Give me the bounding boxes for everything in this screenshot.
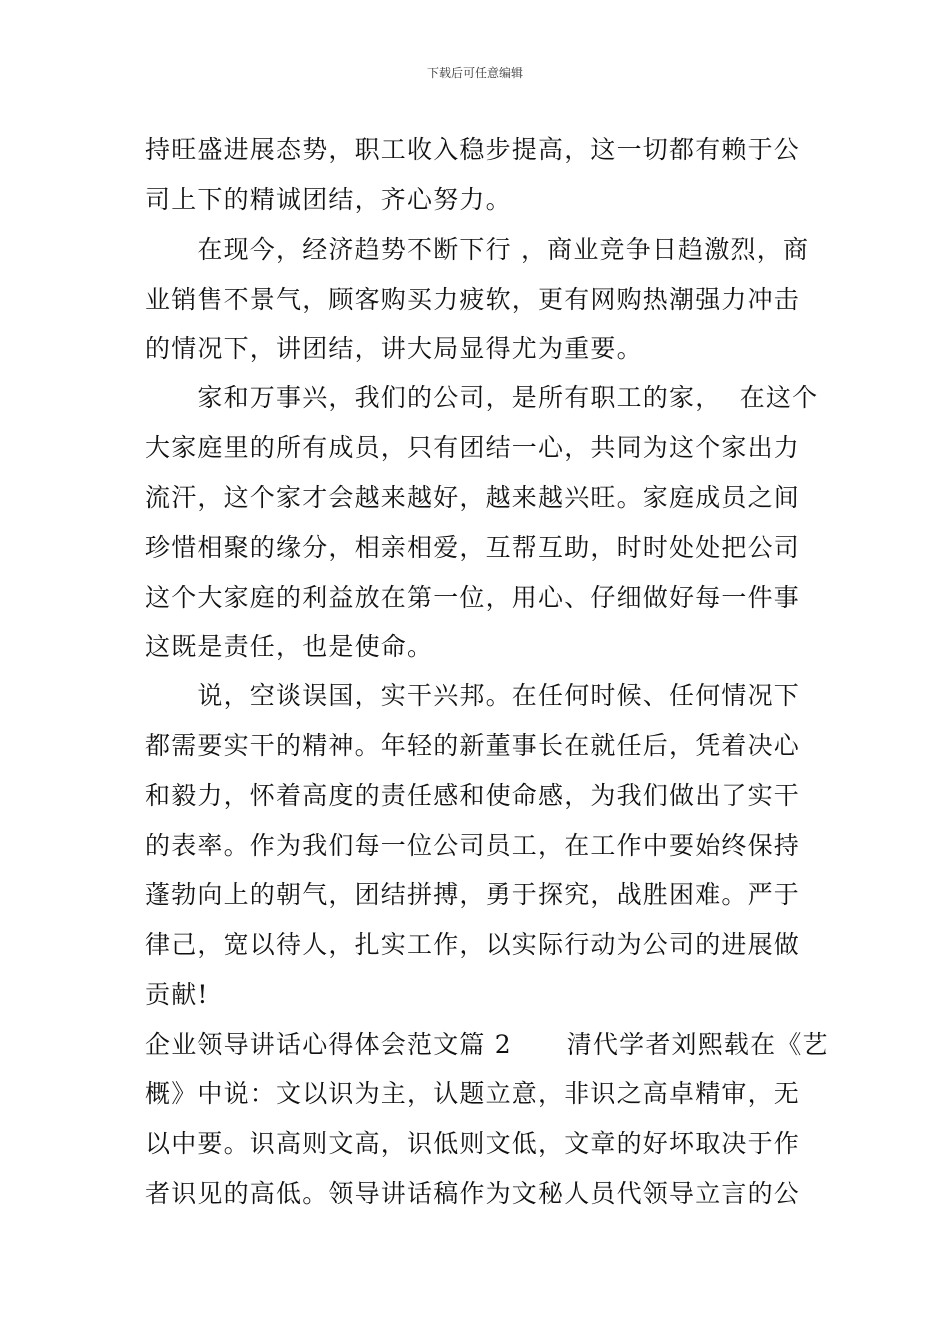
text-line: 律己，宽以待人，扎实工作，以实际行动为公司的进展做: [145, 930, 801, 959]
text-line: 说，空谈误国，实干兴邦。在任何时候、任何情况下: [145, 681, 801, 710]
text-line: 这个大家庭的利益放在第一位，用心、仔细做好每一件事: [145, 583, 801, 612]
text-line: 和毅力，怀着高度的责任感和使命感，为我们做出了实干: [145, 781, 801, 810]
text-line: 的情况下，讲团结，讲大局显得尤为重要。: [145, 334, 643, 363]
page-header: 下载后可任意编辑: [426, 66, 523, 80]
text-line: 都需要实干的精神。年轻的新董事长在就任后，凭着决心: [145, 731, 801, 760]
text-line: 这既是责任，也是使命。: [145, 632, 434, 661]
text-line: 的表率。作为我们每一位公司员工，在工作中要始终保持: [145, 831, 801, 860]
text-line: 持旺盛进展态势，职工收入稳步提高，这一切都有赖于公: [145, 135, 801, 164]
text-line: 大家庭里的所有成员，只有团结一心，共同为这个家出力: [145, 433, 801, 462]
text-line: 在现今，经济趋势不断下行 ，商业竞争日趋激烈，商: [145, 235, 810, 264]
section-title-line: 企业领导讲话心得体会范文篇 2 清代学者刘熙载在《艺: [145, 1030, 829, 1059]
text-line: 流汗，这个家才会越来越好，越来越兴旺。家庭成员之间: [145, 483, 801, 512]
text-line: 家和万事兴，我们的公司，是所有职工的家， 在这个: [145, 383, 819, 412]
text-line: 以中要。识高则文高，识低则文低，文章的好坏取决于作: [145, 1129, 801, 1158]
text-line: 司上下的精诚团结，齐心努力。: [145, 185, 512, 214]
text-line: 者识见的高低。领导讲话稿作为文秘人员代领导立言的公: [145, 1179, 801, 1208]
text-line: 概》中说：文以识为主，认题立意，非识之高卓精审，无: [145, 1079, 801, 1108]
text-line: 业销售不景气，顾客购买力疲软，更有网购热潮强力冲击: [145, 285, 801, 314]
text-line: 蓬勃向上的朝气，团结拼搏，勇于探究，战胜困难。严于: [145, 880, 801, 909]
text-line: 贡献!: [145, 980, 209, 1009]
text-line: 珍惜相聚的缘分，相亲相爱，互帮互助，时时处处把公司: [145, 533, 801, 562]
